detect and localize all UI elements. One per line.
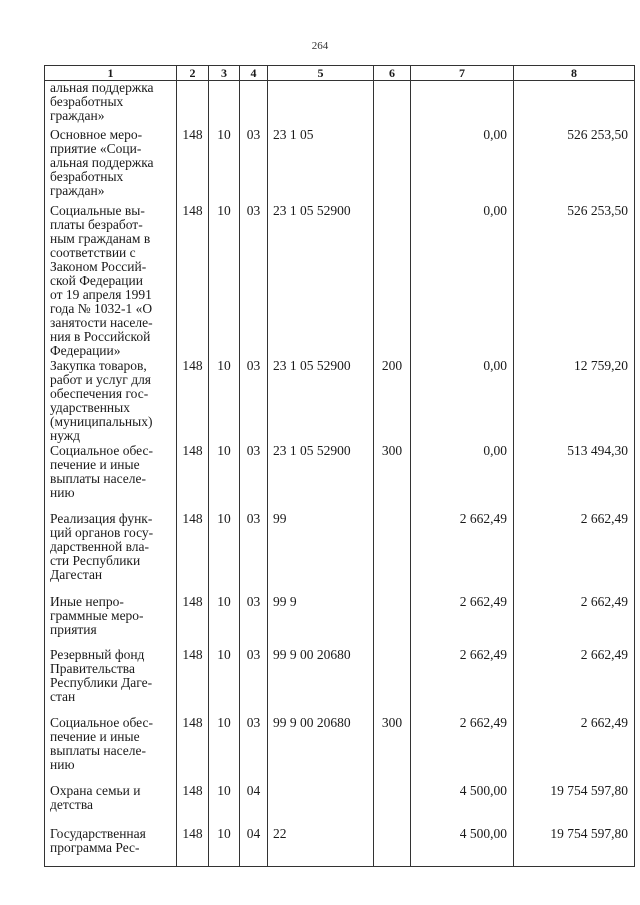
amount-col7: 2 662,49	[411, 716, 514, 784]
target-article-code: 99	[268, 512, 374, 595]
ministry-code: 148	[177, 648, 209, 716]
budget-table	[44, 65, 635, 867]
expense-type-code	[374, 81, 411, 128]
ministry-code: 148	[177, 716, 209, 784]
target-article-code: 23 1 05 52900	[268, 444, 374, 512]
item-name: Охрана семьи и детства	[45, 784, 177, 827]
section-code: 10	[209, 359, 240, 444]
expense-type-code	[374, 648, 411, 716]
amount-col8: 2 662,49	[514, 648, 635, 716]
subsection-code: 03	[240, 595, 268, 648]
expense-type-code: 300	[374, 444, 411, 512]
section-code: 10	[209, 128, 240, 204]
amount-col7: 2 662,49	[411, 595, 514, 648]
amount-col7	[411, 81, 514, 128]
column-header: 2	[177, 66, 209, 81]
subsection-code	[240, 81, 268, 128]
amount-col7: 2 662,49	[411, 512, 514, 595]
section-code: 10	[209, 784, 240, 827]
item-name: Социальное обес- печение и иные выплаты населе- нию	[45, 716, 177, 784]
target-article-code	[268, 784, 374, 827]
item-name: Социальное обес- печение и иные выплаты населе- нию	[45, 444, 177, 512]
table-row	[45, 784, 635, 827]
item-name: Закупка товаров, работ и услуг для обеспечения гос- ударственных (муниципальных) нужд	[45, 359, 177, 444]
ministry-code: 148	[177, 128, 209, 204]
item-name: Основное меро- приятие «Соци- альная поддержка безработных граждан»	[45, 128, 177, 204]
target-article-code: 22	[268, 827, 374, 867]
expense-type-code	[374, 128, 411, 204]
target-article-code: 99 9 00 20680	[268, 648, 374, 716]
section-code: 10	[209, 716, 240, 784]
amount-col8: 2 662,49	[514, 716, 635, 784]
table-row	[45, 648, 635, 716]
amount-col8: 2 662,49	[514, 595, 635, 648]
target-article-code: 99 9 00 20680	[268, 716, 374, 784]
expense-type-code: 200	[374, 359, 411, 444]
section-code: 10	[209, 444, 240, 512]
item-name: Резервный фонд Правительства Республики Даге- стан	[45, 648, 177, 716]
table-row	[45, 81, 635, 128]
page-number: 264	[311, 40, 329, 52]
expense-type-code: 300	[374, 716, 411, 784]
ministry-code: 148	[177, 444, 209, 512]
amount-col8: 19 754 597,80	[514, 827, 635, 867]
amount-col7: 4 500,00	[411, 827, 514, 867]
subsection-code: 04	[240, 784, 268, 827]
amount-col8: 526 253,50	[514, 128, 635, 204]
expense-type-code	[374, 827, 411, 867]
subsection-code: 03	[240, 128, 268, 204]
expense-type-code	[374, 595, 411, 648]
section-code: 10	[209, 512, 240, 595]
amount-col7: 0,00	[411, 204, 514, 359]
amount-col8	[514, 81, 635, 128]
column-header: 4	[240, 66, 268, 81]
subsection-code: 03	[240, 204, 268, 359]
subsection-code: 03	[240, 716, 268, 784]
table-row	[45, 716, 635, 784]
section-code: 10	[209, 827, 240, 867]
column-header: 8	[514, 66, 635, 81]
item-name: Государственная программа Рес-	[45, 827, 177, 867]
ministry-code	[177, 81, 209, 128]
table-body	[45, 81, 635, 867]
ministry-code: 148	[177, 827, 209, 867]
item-name: Реализация функ- ций органов госу- дарственной вла- сти Республики Дагестан	[45, 512, 177, 595]
column-header: 6	[374, 66, 411, 81]
target-article-code: 23 1 05	[268, 128, 374, 204]
subsection-code: 03	[240, 359, 268, 444]
table-row	[45, 444, 635, 512]
amount-col7: 0,00	[411, 359, 514, 444]
amount-col8: 513 494,30	[514, 444, 635, 512]
header-row	[45, 66, 635, 81]
section-code: 10	[209, 648, 240, 716]
ministry-code: 148	[177, 204, 209, 359]
subsection-code: 03	[240, 444, 268, 512]
amount-col7: 2 662,49	[411, 648, 514, 716]
amount-col8: 526 253,50	[514, 204, 635, 359]
expense-type-code	[374, 204, 411, 359]
table-row	[45, 595, 635, 648]
ministry-code: 148	[177, 359, 209, 444]
ministry-code: 148	[177, 784, 209, 827]
column-header: 3	[209, 66, 240, 81]
table-row	[45, 204, 635, 359]
subsection-code: 04	[240, 827, 268, 867]
target-article-code	[268, 81, 374, 128]
amount-col7: 0,00	[411, 444, 514, 512]
table-row	[45, 359, 635, 444]
expense-type-code	[374, 512, 411, 595]
subsection-code: 03	[240, 648, 268, 716]
ministry-code: 148	[177, 512, 209, 595]
item-name: Иные непро- граммные меро- приятия	[45, 595, 177, 648]
amount-col8: 19 754 597,80	[514, 784, 635, 827]
table-row	[45, 128, 635, 204]
subsection-code: 03	[240, 512, 268, 595]
column-header: 1	[45, 66, 177, 81]
section-code	[209, 81, 240, 128]
target-article-code: 23 1 05 52900	[268, 204, 374, 359]
target-article-code: 99 9	[268, 595, 374, 648]
column-header: 7	[411, 66, 514, 81]
expense-type-code	[374, 784, 411, 827]
amount-col8: 12 759,20	[514, 359, 635, 444]
amount-col7: 4 500,00	[411, 784, 514, 827]
section-code: 10	[209, 595, 240, 648]
item-name: альная поддержка безработных граждан»	[45, 81, 177, 128]
ministry-code: 148	[177, 595, 209, 648]
section-code: 10	[209, 204, 240, 359]
table-row	[45, 512, 635, 595]
table-row	[45, 827, 635, 867]
target-article-code: 23 1 05 52900	[268, 359, 374, 444]
amount-col7: 0,00	[411, 128, 514, 204]
amount-col8: 2 662,49	[514, 512, 635, 595]
column-header: 5	[268, 66, 374, 81]
item-name: Социальные вы- платы безработ- ным гражданам в соответствии с Законом Россий- ской Федерации от 19 апреля 1991 года № 1032-1 «О занятости населе- ния в Российской Федерации»	[45, 204, 177, 359]
